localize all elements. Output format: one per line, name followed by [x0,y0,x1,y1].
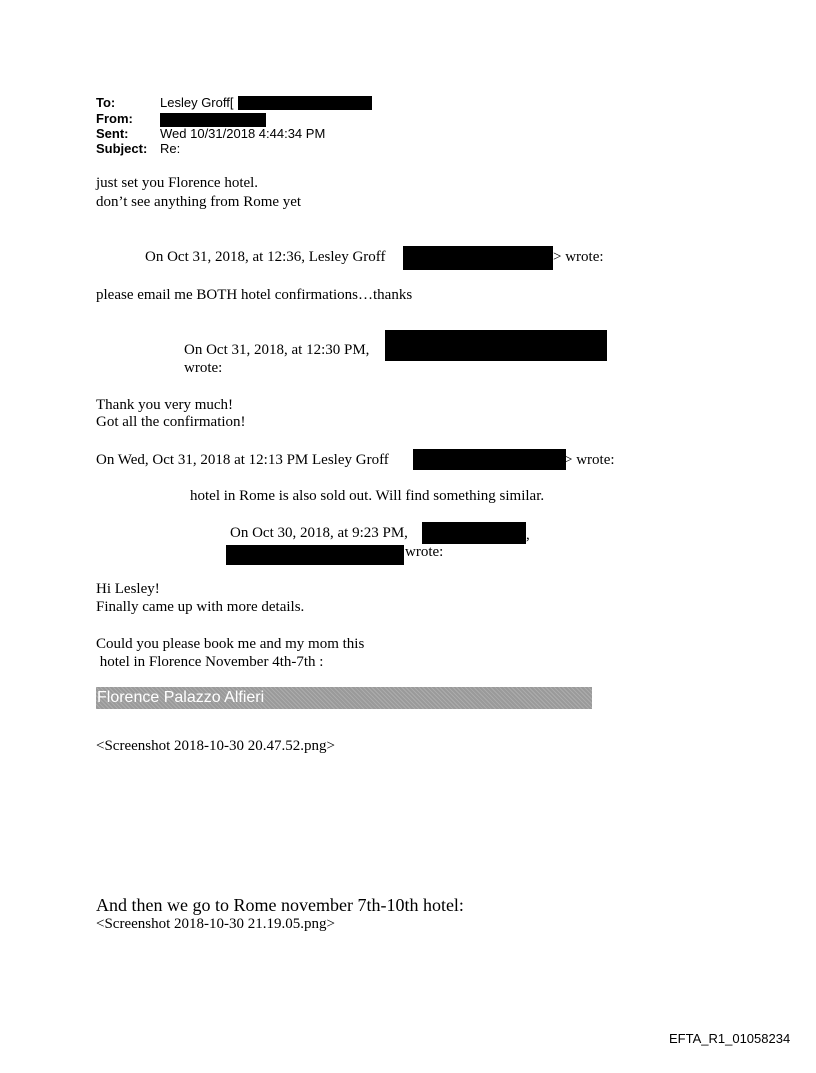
body-line-3: please email me BOTH hotel confirmations…thanks [96,287,413,303]
body-line-10: hotel in Florence November 4th-7th : [96,654,324,670]
subject-label: Subject: [96,141,148,156]
quote-4-header: On Oct 30, 2018, at 9:23 PM, [230,525,408,541]
body-line-1: just set you Florence hotel. [96,175,259,191]
body-line-5: Got all the confirmation! [96,414,246,430]
sent-value: Wed 10/31/2018 4:44:34 PM [160,126,326,141]
bates-number: EFTA_R1_01058234 [669,1031,791,1046]
to-value: Lesley Groff[ [160,95,234,110]
quote-1-header: On Oct 31, 2018, at 12:36, Lesley Groff [145,249,386,265]
redaction-quote-4a [422,522,526,544]
attachment-1: <Screenshot 2018-10-30 20.47.52.png> [96,738,335,754]
hotel-name: Florence Palazzo Alfieri [97,689,265,706]
sent-label: Sent: [96,126,129,141]
redaction-from [160,113,266,127]
quote-4-wrote: wrote: [405,544,444,560]
quote-2-header: On Oct 31, 2018, at 12:30 PM, [184,342,370,358]
body-line-6: hotel in Rome is also sold out. Will find something similar. [190,488,545,504]
redaction-quote-1 [403,246,553,270]
body-line-8: Finally came up with more details. [96,599,305,615]
quote-1-wrote: > wrote: [553,249,604,265]
from-label: From: [96,111,133,126]
subject-value: Re: [160,141,181,156]
quote-3-header: On Wed, Oct 31, 2018 at 12:13 PM Lesley Groff [96,452,389,468]
to-label: To: [96,95,116,110]
body-line-7: Hi Lesley! [96,581,160,597]
quote-2-wrote: wrote: [184,360,223,376]
quote-4-comma: , [526,527,530,543]
attachment-2: <Screenshot 2018-10-30 21.19.05.png> [96,916,335,932]
redaction-quote-3 [413,449,566,470]
body-line-2: don’t see anything from Rome yet [96,194,302,210]
body-line-9: Could you please book me and my mom this [96,636,365,652]
hotel-highlight [96,687,592,709]
redaction-quote-2 [385,330,607,361]
quote-3-wrote: > wrote: [564,452,615,468]
redaction-quote-4b [226,545,404,565]
redaction-to [238,96,372,110]
body-line-4: Thank you very much! [96,397,234,413]
body-line-11: And then we go to Rome november 7th-10th hotel: [96,895,464,915]
